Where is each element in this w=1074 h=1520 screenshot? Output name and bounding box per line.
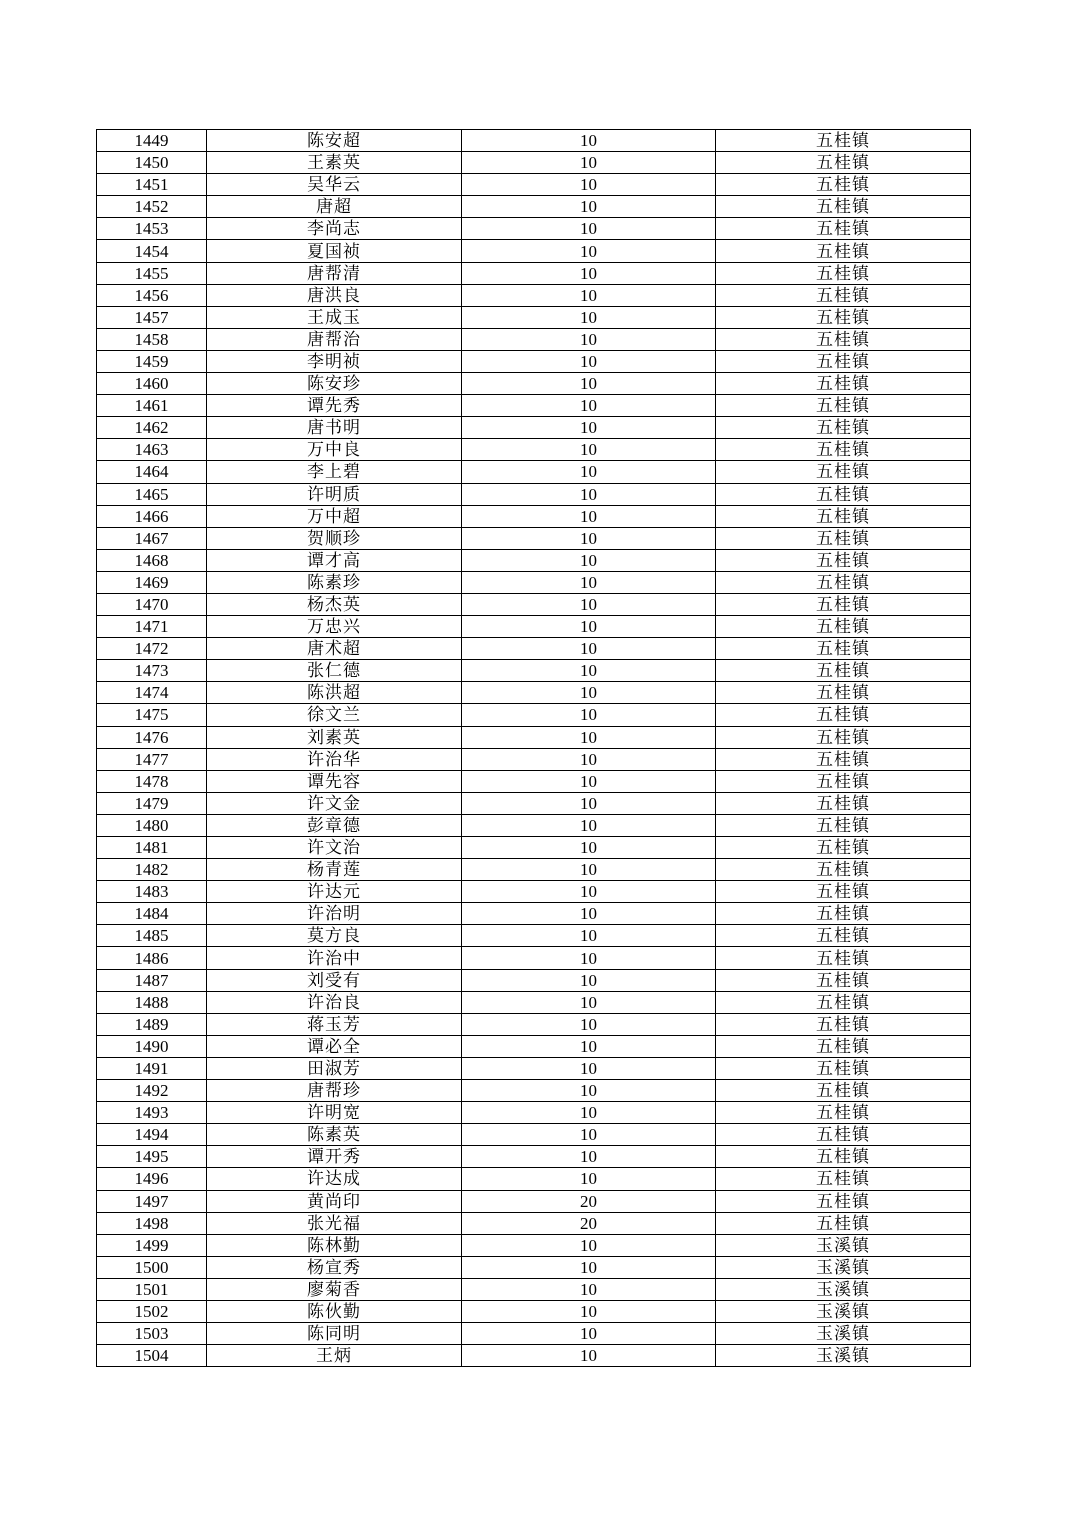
row-number-cell: 1482 (97, 859, 207, 881)
row-number-cell: 1466 (97, 505, 207, 527)
table-row (97, 1300, 971, 1322)
row-number-cell: 1476 (97, 726, 207, 748)
table-row (97, 770, 971, 792)
row-number-cell: 1457 (97, 306, 207, 328)
table-row (97, 616, 971, 638)
town-cell: 五桂镇 (716, 903, 971, 925)
amount-cell: 10 (462, 969, 716, 991)
town-cell: 五桂镇 (716, 395, 971, 417)
table-row (97, 549, 971, 571)
name-cell: 谭才高 (207, 549, 462, 571)
row-number-cell: 1499 (97, 1234, 207, 1256)
name-cell: 陈安超 (207, 130, 462, 152)
table-row (97, 196, 971, 218)
amount-cell: 10 (462, 682, 716, 704)
name-cell: 陈伙勤 (207, 1300, 462, 1322)
row-number-cell: 1468 (97, 549, 207, 571)
amount-cell: 20 (462, 1212, 716, 1234)
row-number-cell: 1467 (97, 527, 207, 549)
amount-cell: 20 (462, 1190, 716, 1212)
name-cell: 杨宣秀 (207, 1256, 462, 1278)
name-cell: 唐术超 (207, 638, 462, 660)
row-number-cell: 1458 (97, 328, 207, 350)
town-cell: 五桂镇 (716, 505, 971, 527)
row-number-cell: 1451 (97, 174, 207, 196)
name-cell: 夏国祯 (207, 240, 462, 262)
amount-cell: 10 (462, 527, 716, 549)
row-number-cell: 1480 (97, 814, 207, 836)
table-body (97, 130, 971, 1367)
town-cell: 五桂镇 (716, 991, 971, 1013)
amount-cell: 10 (462, 1278, 716, 1300)
name-cell: 张仁德 (207, 660, 462, 682)
row-number-cell: 1502 (97, 1300, 207, 1322)
town-cell: 五桂镇 (716, 461, 971, 483)
name-cell: 陈林勤 (207, 1234, 462, 1256)
town-cell: 玉溪镇 (716, 1345, 971, 1367)
table-row (97, 991, 971, 1013)
town-cell: 五桂镇 (716, 792, 971, 814)
town-cell: 五桂镇 (716, 969, 971, 991)
table-row (97, 638, 971, 660)
table-row (97, 726, 971, 748)
town-cell: 玉溪镇 (716, 1234, 971, 1256)
table-row (97, 527, 971, 549)
town-cell: 五桂镇 (716, 1035, 971, 1057)
table-row (97, 1345, 971, 1367)
row-number-cell: 1453 (97, 218, 207, 240)
town-cell: 五桂镇 (716, 483, 971, 505)
table-row (97, 350, 971, 372)
table-row (97, 152, 971, 174)
table-row (97, 947, 971, 969)
name-cell: 许达元 (207, 881, 462, 903)
name-cell: 吴华云 (207, 174, 462, 196)
name-cell: 莫方良 (207, 925, 462, 947)
amount-cell: 10 (462, 483, 716, 505)
table-row (97, 373, 971, 395)
row-number-cell: 1489 (97, 1013, 207, 1035)
amount-cell: 10 (462, 174, 716, 196)
row-number-cell: 1454 (97, 240, 207, 262)
row-number-cell: 1493 (97, 1102, 207, 1124)
town-cell: 玉溪镇 (716, 1323, 971, 1345)
name-cell: 陈素珍 (207, 571, 462, 593)
row-number-cell: 1470 (97, 593, 207, 615)
name-cell: 王炳 (207, 1345, 462, 1367)
row-number-cell: 1479 (97, 792, 207, 814)
amount-cell: 10 (462, 748, 716, 770)
town-cell: 五桂镇 (716, 925, 971, 947)
name-cell: 谭开秀 (207, 1146, 462, 1168)
name-cell: 贺顺珍 (207, 527, 462, 549)
amount-cell: 10 (462, 726, 716, 748)
amount-cell: 10 (462, 1168, 716, 1190)
amount-cell: 10 (462, 439, 716, 461)
amount-cell: 10 (462, 770, 716, 792)
name-cell: 杨青莲 (207, 859, 462, 881)
amount-cell: 10 (462, 240, 716, 262)
table-row (97, 1013, 971, 1035)
name-cell: 李上碧 (207, 461, 462, 483)
amount-cell: 10 (462, 196, 716, 218)
amount-cell: 10 (462, 218, 716, 240)
amount-cell: 10 (462, 638, 716, 660)
amount-cell: 10 (462, 284, 716, 306)
name-cell: 陈素英 (207, 1124, 462, 1146)
table-row (97, 483, 971, 505)
table-row (97, 1234, 971, 1256)
amount-cell: 10 (462, 593, 716, 615)
table-row (97, 395, 971, 417)
name-cell: 廖菊香 (207, 1278, 462, 1300)
name-cell: 唐洪良 (207, 284, 462, 306)
name-cell: 谭先容 (207, 770, 462, 792)
table-row (97, 881, 971, 903)
amount-cell: 10 (462, 1323, 716, 1345)
row-number-cell: 1496 (97, 1168, 207, 1190)
table-row (97, 130, 971, 152)
row-number-cell: 1477 (97, 748, 207, 770)
name-cell: 许治中 (207, 947, 462, 969)
town-cell: 五桂镇 (716, 350, 971, 372)
town-cell: 五桂镇 (716, 616, 971, 638)
row-number-cell: 1504 (97, 1345, 207, 1367)
amount-cell: 10 (462, 350, 716, 372)
amount-cell: 10 (462, 328, 716, 350)
amount-cell: 10 (462, 991, 716, 1013)
town-cell: 五桂镇 (716, 881, 971, 903)
amount-cell: 10 (462, 859, 716, 881)
amount-cell: 10 (462, 837, 716, 859)
row-number-cell: 1500 (97, 1256, 207, 1278)
name-cell: 徐文兰 (207, 704, 462, 726)
row-number-cell: 1501 (97, 1278, 207, 1300)
name-cell: 李明祯 (207, 350, 462, 372)
table-row (97, 682, 971, 704)
amount-cell: 10 (462, 616, 716, 638)
town-cell: 五桂镇 (716, 770, 971, 792)
town-cell: 五桂镇 (716, 947, 971, 969)
amount-cell: 10 (462, 152, 716, 174)
town-cell: 五桂镇 (716, 549, 971, 571)
name-cell: 唐帮治 (207, 328, 462, 350)
town-cell: 五桂镇 (716, 660, 971, 682)
town-cell: 五桂镇 (716, 859, 971, 881)
table-row (97, 704, 971, 726)
town-cell: 五桂镇 (716, 748, 971, 770)
name-cell: 许治明 (207, 903, 462, 925)
table-row (97, 969, 971, 991)
table-row (97, 571, 971, 593)
row-number-cell: 1465 (97, 483, 207, 505)
town-cell: 五桂镇 (716, 1013, 971, 1035)
amount-cell: 10 (462, 549, 716, 571)
town-cell: 五桂镇 (716, 152, 971, 174)
name-cell: 许文治 (207, 837, 462, 859)
row-number-cell: 1484 (97, 903, 207, 925)
row-number-cell: 1478 (97, 770, 207, 792)
row-number-cell: 1481 (97, 837, 207, 859)
town-cell: 五桂镇 (716, 1212, 971, 1234)
row-number-cell: 1450 (97, 152, 207, 174)
table-row (97, 1102, 971, 1124)
row-number-cell: 1492 (97, 1080, 207, 1102)
name-cell: 李尚志 (207, 218, 462, 240)
town-cell: 五桂镇 (716, 174, 971, 196)
name-cell: 刘受有 (207, 969, 462, 991)
table-row (97, 925, 971, 947)
table-row (97, 792, 971, 814)
table-row (97, 262, 971, 284)
row-number-cell: 1474 (97, 682, 207, 704)
row-number-cell: 1452 (97, 196, 207, 218)
row-number-cell: 1462 (97, 417, 207, 439)
name-cell: 杨杰英 (207, 593, 462, 615)
amount-cell: 10 (462, 373, 716, 395)
town-cell: 五桂镇 (716, 373, 971, 395)
town-cell: 五桂镇 (716, 527, 971, 549)
town-cell: 五桂镇 (716, 218, 971, 240)
amount-cell: 10 (462, 262, 716, 284)
row-number-cell: 1490 (97, 1035, 207, 1057)
row-number-cell: 1459 (97, 350, 207, 372)
amount-cell: 10 (462, 306, 716, 328)
town-cell: 五桂镇 (716, 130, 971, 152)
name-cell: 谭必全 (207, 1035, 462, 1057)
amount-cell: 10 (462, 814, 716, 836)
town-cell: 五桂镇 (716, 284, 971, 306)
records-table (96, 129, 971, 1367)
row-number-cell: 1464 (97, 461, 207, 483)
town-cell: 五桂镇 (716, 814, 971, 836)
table-row (97, 1124, 971, 1146)
row-number-cell: 1456 (97, 284, 207, 306)
name-cell: 陈洪超 (207, 682, 462, 704)
name-cell: 黄尚印 (207, 1190, 462, 1212)
row-number-cell: 1488 (97, 991, 207, 1013)
table-row (97, 859, 971, 881)
name-cell: 唐书明 (207, 417, 462, 439)
name-cell: 陈安珍 (207, 373, 462, 395)
table-row (97, 417, 971, 439)
amount-cell: 10 (462, 1300, 716, 1322)
town-cell: 五桂镇 (716, 1146, 971, 1168)
name-cell: 许治华 (207, 748, 462, 770)
row-number-cell: 1485 (97, 925, 207, 947)
town-cell: 五桂镇 (716, 417, 971, 439)
row-number-cell: 1491 (97, 1057, 207, 1079)
town-cell: 五桂镇 (716, 328, 971, 350)
table-row (97, 1146, 971, 1168)
name-cell: 唐超 (207, 196, 462, 218)
amount-cell: 10 (462, 1035, 716, 1057)
town-cell: 五桂镇 (716, 439, 971, 461)
name-cell: 万中良 (207, 439, 462, 461)
town-cell: 五桂镇 (716, 1080, 971, 1102)
amount-cell: 10 (462, 417, 716, 439)
name-cell: 许明宽 (207, 1102, 462, 1124)
name-cell: 彭章德 (207, 814, 462, 836)
name-cell: 许治良 (207, 991, 462, 1013)
row-number-cell: 1475 (97, 704, 207, 726)
name-cell: 许明质 (207, 483, 462, 505)
amount-cell: 10 (462, 660, 716, 682)
table-row (97, 1168, 971, 1190)
row-number-cell: 1494 (97, 1124, 207, 1146)
town-cell: 五桂镇 (716, 837, 971, 859)
row-number-cell: 1472 (97, 638, 207, 660)
table-row (97, 328, 971, 350)
amount-cell: 10 (462, 1080, 716, 1102)
town-cell: 五桂镇 (716, 1057, 971, 1079)
name-cell: 王素英 (207, 152, 462, 174)
town-cell: 五桂镇 (716, 306, 971, 328)
town-cell: 五桂镇 (716, 262, 971, 284)
row-number-cell: 1461 (97, 395, 207, 417)
name-cell: 刘素英 (207, 726, 462, 748)
name-cell: 陈同明 (207, 1323, 462, 1345)
table-row (97, 1256, 971, 1278)
table-row (97, 1035, 971, 1057)
row-number-cell: 1503 (97, 1323, 207, 1345)
table-row (97, 1080, 971, 1102)
table-row (97, 505, 971, 527)
name-cell: 许文金 (207, 792, 462, 814)
row-number-cell: 1497 (97, 1190, 207, 1212)
row-number-cell: 1495 (97, 1146, 207, 1168)
table-row (97, 814, 971, 836)
town-cell: 玉溪镇 (716, 1256, 971, 1278)
table-row (97, 174, 971, 196)
row-number-cell: 1449 (97, 130, 207, 152)
row-number-cell: 1486 (97, 947, 207, 969)
name-cell: 王成玉 (207, 306, 462, 328)
amount-cell: 10 (462, 704, 716, 726)
table-row (97, 837, 971, 859)
town-cell: 五桂镇 (716, 196, 971, 218)
table-row (97, 461, 971, 483)
row-number-cell: 1483 (97, 881, 207, 903)
table-row (97, 593, 971, 615)
row-number-cell: 1455 (97, 262, 207, 284)
town-cell: 五桂镇 (716, 704, 971, 726)
table-row (97, 748, 971, 770)
amount-cell: 10 (462, 1345, 716, 1367)
table-row (97, 218, 971, 240)
table-row (97, 1278, 971, 1300)
table-row (97, 1057, 971, 1079)
table-row (97, 306, 971, 328)
amount-cell: 10 (462, 130, 716, 152)
table-row (97, 1323, 971, 1345)
table-row (97, 284, 971, 306)
amount-cell: 10 (462, 1146, 716, 1168)
amount-cell: 10 (462, 1256, 716, 1278)
name-cell: 谭先秀 (207, 395, 462, 417)
table-row (97, 1190, 971, 1212)
row-number-cell: 1487 (97, 969, 207, 991)
row-number-cell: 1473 (97, 660, 207, 682)
name-cell: 蒋玉芳 (207, 1013, 462, 1035)
amount-cell: 10 (462, 881, 716, 903)
amount-cell: 10 (462, 792, 716, 814)
town-cell: 五桂镇 (716, 240, 971, 262)
town-cell: 五桂镇 (716, 726, 971, 748)
amount-cell: 10 (462, 1234, 716, 1256)
name-cell: 唐帮清 (207, 262, 462, 284)
row-number-cell: 1460 (97, 373, 207, 395)
row-number-cell: 1471 (97, 616, 207, 638)
town-cell: 五桂镇 (716, 1190, 971, 1212)
table-row (97, 439, 971, 461)
amount-cell: 10 (462, 1124, 716, 1146)
amount-cell: 10 (462, 505, 716, 527)
town-cell: 玉溪镇 (716, 1278, 971, 1300)
name-cell: 万忠兴 (207, 616, 462, 638)
table-row (97, 903, 971, 925)
amount-cell: 10 (462, 925, 716, 947)
town-cell: 五桂镇 (716, 638, 971, 660)
name-cell: 唐帮珍 (207, 1080, 462, 1102)
name-cell: 许达成 (207, 1168, 462, 1190)
amount-cell: 10 (462, 903, 716, 925)
name-cell: 张光福 (207, 1212, 462, 1234)
town-cell: 五桂镇 (716, 593, 971, 615)
amount-cell: 10 (462, 1057, 716, 1079)
name-cell: 田淑芳 (207, 1057, 462, 1079)
table-row (97, 660, 971, 682)
row-number-cell: 1469 (97, 571, 207, 593)
amount-cell: 10 (462, 395, 716, 417)
table-row (97, 240, 971, 262)
amount-cell: 10 (462, 571, 716, 593)
row-number-cell: 1498 (97, 1212, 207, 1234)
amount-cell: 10 (462, 947, 716, 969)
town-cell: 玉溪镇 (716, 1300, 971, 1322)
town-cell: 五桂镇 (716, 1102, 971, 1124)
amount-cell: 10 (462, 1102, 716, 1124)
name-cell: 万中超 (207, 505, 462, 527)
table-row (97, 1212, 971, 1234)
town-cell: 五桂镇 (716, 1168, 971, 1190)
amount-cell: 10 (462, 1013, 716, 1035)
town-cell: 五桂镇 (716, 1124, 971, 1146)
town-cell: 五桂镇 (716, 682, 971, 704)
town-cell: 五桂镇 (716, 571, 971, 593)
amount-cell: 10 (462, 461, 716, 483)
row-number-cell: 1463 (97, 439, 207, 461)
